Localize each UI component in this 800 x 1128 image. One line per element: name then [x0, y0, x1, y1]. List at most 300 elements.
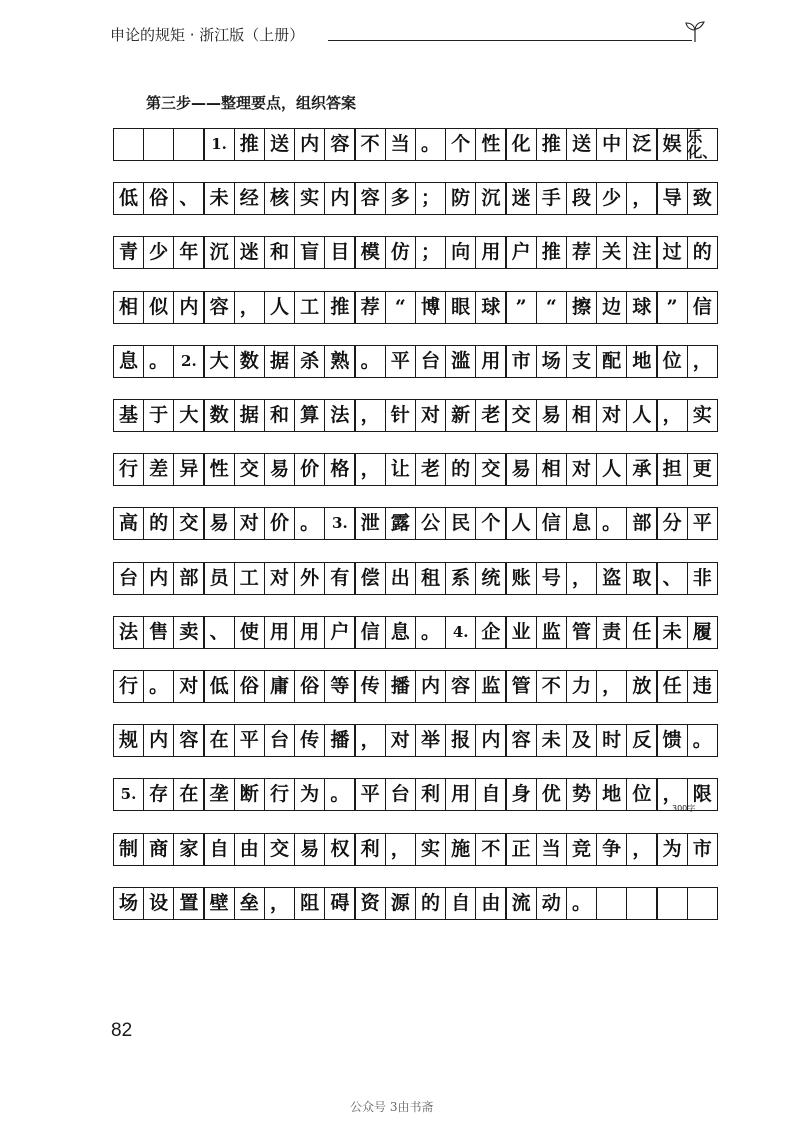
- grid-cell: 推: [234, 128, 265, 161]
- grid-cell: [626, 887, 657, 920]
- grid-cell: 导: [657, 182, 688, 215]
- grid-cell: 配: [596, 345, 627, 378]
- grid-cell: 老: [475, 399, 506, 432]
- grid-cell: 非: [687, 562, 718, 595]
- grid-cell: 。: [355, 345, 386, 378]
- grid-cell: 人: [506, 507, 537, 540]
- grid-cell: 市: [687, 833, 718, 866]
- grid-cell: 交: [475, 453, 506, 486]
- grid-cell: 内: [475, 724, 506, 757]
- grid-cell: 易: [264, 453, 295, 486]
- grid-cell: 自: [204, 833, 235, 866]
- grid-cell: 系: [445, 562, 476, 595]
- grid-cell: 的: [687, 236, 718, 269]
- grid-cell: 容: [355, 182, 386, 215]
- grid-cell: 3.: [324, 507, 355, 540]
- grid-cell: 对: [264, 562, 295, 595]
- grid-cell: 少: [596, 182, 627, 215]
- grid-cell: [173, 128, 204, 161]
- grid-cell: ，: [234, 291, 265, 324]
- grid-cell: 。: [143, 345, 174, 378]
- grid-cell: 违: [687, 670, 718, 703]
- grid-cell: ”: [657, 291, 688, 324]
- grid-cell: 未: [204, 182, 235, 215]
- grid-cell: [113, 128, 144, 161]
- grid-cell: 外: [294, 562, 325, 595]
- grid-cell: 平: [355, 778, 386, 811]
- grid-cell: 年: [173, 236, 204, 269]
- grid-cell: [596, 887, 627, 920]
- grid-cell: 容: [204, 291, 235, 324]
- grid-cell: 盗: [596, 562, 627, 595]
- grid-cell: 算: [294, 399, 325, 432]
- grid-cell: 自: [445, 887, 476, 920]
- grid-cell: 泄: [355, 507, 386, 540]
- grid-cell: 和: [264, 236, 295, 269]
- grid-cell: 、: [173, 182, 204, 215]
- grid-cell: 滥: [445, 345, 476, 378]
- grid-cell: 举: [415, 724, 446, 757]
- grid-cell: 价: [264, 507, 295, 540]
- grid-cell: 5.: [113, 778, 144, 811]
- grid-cell: 监: [536, 616, 567, 649]
- grid-cell: 断: [234, 778, 265, 811]
- grid-cell: 不: [536, 670, 567, 703]
- grid-cell: ，: [626, 182, 657, 215]
- grid-cell: 大: [204, 345, 235, 378]
- step-heading: 第三步——整理要点，组织答案: [146, 94, 357, 112]
- grid-cell: 不: [355, 128, 386, 161]
- grid-cell: 竞: [566, 833, 597, 866]
- grid-cell: 责: [596, 616, 627, 649]
- grid-cell: 位: [657, 345, 688, 378]
- grid-cell: 对: [415, 399, 446, 432]
- grid-cell: 用: [445, 778, 476, 811]
- grid-cell: 易: [204, 507, 235, 540]
- watermark: 公众号 3由书斋: [350, 1100, 434, 1114]
- grid-cell: 的: [143, 507, 174, 540]
- grid-cell: 于: [143, 399, 174, 432]
- grid-cell: 由: [475, 887, 506, 920]
- grid-cell: ，: [657, 778, 688, 811]
- grid-cell: 眼: [445, 291, 476, 324]
- grid-cell: 卖: [173, 616, 204, 649]
- grid-cell: 自: [475, 778, 506, 811]
- grid-cell: 擦: [566, 291, 597, 324]
- grid-cell: 迷: [234, 236, 265, 269]
- grid-cell: 资: [355, 887, 386, 920]
- grid-cell: 内: [415, 670, 446, 703]
- grid-cell: 播: [385, 670, 416, 703]
- grid-cell: 对: [566, 453, 597, 486]
- grid-cell: 数: [234, 345, 265, 378]
- grid-cell: 施: [445, 833, 476, 866]
- grid-cell: 利: [355, 833, 386, 866]
- grid-cell: 推: [536, 128, 567, 161]
- grid-cell: 过: [657, 236, 688, 269]
- grid-cell: 担: [657, 453, 688, 486]
- grid-cell: 售: [143, 616, 174, 649]
- grid-cell: “: [385, 291, 416, 324]
- grid-cell: 由: [234, 833, 265, 866]
- grid-cell: 推: [536, 236, 567, 269]
- grid-cell: 播: [324, 724, 355, 757]
- grid-cell: 员: [204, 562, 235, 595]
- grid-cell: 优: [536, 778, 567, 811]
- grid-cell: 注: [626, 236, 657, 269]
- grid-cell: ，: [687, 345, 718, 378]
- grid-cell: 场: [536, 345, 567, 378]
- grid-cell: 相: [566, 399, 597, 432]
- grid-cell: 沉: [475, 182, 506, 215]
- grid-cell: 1.: [204, 128, 235, 161]
- grid-cell: 号: [536, 562, 567, 595]
- grid-cell: 账: [506, 562, 537, 595]
- grid-cell: 为: [294, 778, 325, 811]
- grid-cell: 公: [415, 507, 446, 540]
- grid-cell: 限: [687, 778, 718, 811]
- grid-cell: 设: [143, 887, 174, 920]
- grid-cell: 交: [506, 399, 537, 432]
- grid-cell: 传: [355, 670, 386, 703]
- grid-cell: 个: [475, 507, 506, 540]
- grid-cell: 让: [385, 453, 416, 486]
- grid-cell: 性: [475, 128, 506, 161]
- grid-cell: ，: [355, 399, 386, 432]
- grid-cell: 部: [173, 562, 204, 595]
- grid-cell: [657, 887, 688, 920]
- grid-cell: 核: [264, 182, 295, 215]
- grid-cell: 内: [324, 182, 355, 215]
- grid-cell: 沉: [204, 236, 235, 269]
- grid-cell: 放: [626, 670, 657, 703]
- grid-cell: 个: [445, 128, 476, 161]
- grid-cell: 大: [173, 399, 204, 432]
- grid-cell: 俗: [234, 670, 265, 703]
- grid-cell: 使: [234, 616, 265, 649]
- grid-cell: 球: [626, 291, 657, 324]
- grid-cell: 未: [536, 724, 567, 757]
- grid-cell: ；: [415, 182, 446, 215]
- grid-cell: 任: [626, 616, 657, 649]
- grid-cell: 老: [415, 453, 446, 486]
- grid-cell: 露: [385, 507, 416, 540]
- grid-cell: 荐: [566, 236, 597, 269]
- grid-cell: 动: [536, 887, 567, 920]
- grid-cell: 源: [385, 887, 416, 920]
- grid-cell: 内: [143, 562, 174, 595]
- grid-cell: 容: [445, 670, 476, 703]
- grid-cell: ，: [264, 887, 295, 920]
- grid-cell: 盲: [294, 236, 325, 269]
- grid-cell: 更: [687, 453, 718, 486]
- grid-cell: 置: [173, 887, 204, 920]
- grid-cell: 荐: [355, 291, 386, 324]
- grid-cell: 基: [113, 399, 144, 432]
- grid-cell: 行: [264, 778, 295, 811]
- grid-cell: 取: [626, 562, 657, 595]
- grid-cell: 反: [626, 724, 657, 757]
- grid-cell: 娱: [657, 128, 688, 161]
- grid-cell: 。: [294, 507, 325, 540]
- grid-cell: 当: [536, 833, 567, 866]
- grid-cell: [143, 128, 174, 161]
- grid-cell: 工: [294, 291, 325, 324]
- grid-cell: 差: [143, 453, 174, 486]
- grid-cell: 息: [113, 345, 144, 378]
- grid-cell: 为: [657, 833, 688, 866]
- grid-cell: 关: [596, 236, 627, 269]
- grid-cell: 杀: [294, 345, 325, 378]
- grid-cell: 法: [324, 399, 355, 432]
- grid-cell: 用: [264, 616, 295, 649]
- grid-cell: 台: [264, 724, 295, 757]
- grid-cell: 易: [536, 399, 567, 432]
- grid-cell: 当: [385, 128, 416, 161]
- grid-cell: 业: [506, 616, 537, 649]
- grid-cell: 多: [385, 182, 416, 215]
- grid-cell: ”: [506, 291, 537, 324]
- grid-cell: 传: [294, 724, 325, 757]
- grid-cell: ，: [355, 724, 386, 757]
- grid-cell: 球: [475, 291, 506, 324]
- grid-cell: 存: [143, 778, 174, 811]
- grid-cell: [687, 887, 718, 920]
- grid-cell: 馈: [657, 724, 688, 757]
- grid-cell: 地: [626, 345, 657, 378]
- grid-cell: 报: [445, 724, 476, 757]
- grid-cell: 化: [506, 128, 537, 161]
- grid-cell: “: [536, 291, 567, 324]
- grid-cell: 规: [113, 724, 144, 757]
- book-title: 申论的规矩 · 浙江版（上册）: [110, 24, 310, 45]
- grid-cell: 段: [566, 182, 597, 215]
- grid-cell: 地: [596, 778, 627, 811]
- grid-cell: 模: [355, 236, 386, 269]
- grid-cell: 平: [234, 724, 265, 757]
- grid-cell: 平: [385, 345, 416, 378]
- grid-cell: 似: [143, 291, 174, 324]
- grid-cell: 交: [264, 833, 295, 866]
- grid-cell: ，: [596, 670, 627, 703]
- grid-cell: 青: [113, 236, 144, 269]
- grid-cell: 时: [596, 724, 627, 757]
- grid-cell: 目: [324, 236, 355, 269]
- grid-cell: ，: [566, 562, 597, 595]
- grid-cell: 用: [475, 345, 506, 378]
- grid-cell: 针: [385, 399, 416, 432]
- grid-cell: 行: [113, 453, 144, 486]
- grid-cell: 正: [506, 833, 537, 866]
- grid-cell: 和: [264, 399, 295, 432]
- grid-cell: 壁: [204, 887, 235, 920]
- grid-cell: 等: [324, 670, 355, 703]
- grid-cell: 异: [173, 453, 204, 486]
- grid-cell: 向: [445, 236, 476, 269]
- grid-cell: 信: [687, 291, 718, 324]
- grid-cell: 商: [143, 833, 174, 866]
- grid-cell: 送: [264, 128, 295, 161]
- grid-cell: 法: [113, 616, 144, 649]
- grid-cell: 偿: [355, 562, 386, 595]
- grid-cell: 场: [113, 887, 144, 920]
- page-number: 82: [111, 1020, 133, 1041]
- grid-cell: 据: [234, 399, 265, 432]
- grid-cell: 租: [415, 562, 446, 595]
- grid-cell: 据: [264, 345, 295, 378]
- grid-cell: ，: [385, 833, 416, 866]
- grid-cell: 容: [324, 128, 355, 161]
- grid-cell: 乐化、: [687, 127, 718, 161]
- word-count-marker: 300字: [672, 804, 696, 813]
- grid-cell: 。: [566, 887, 597, 920]
- grid-cell: 工: [234, 562, 265, 595]
- grid-cell: 仿: [385, 236, 416, 269]
- grid-cell: 对: [173, 670, 204, 703]
- grid-cell: 俗: [294, 670, 325, 703]
- grid-cell: 势: [566, 778, 597, 811]
- grid-cell: 民: [445, 507, 476, 540]
- grid-cell: 企: [475, 616, 506, 649]
- grid-cell: 。: [143, 670, 174, 703]
- grid-cell: 相: [113, 291, 144, 324]
- grid-cell: 垒: [234, 887, 265, 920]
- grid-cell: ，: [657, 399, 688, 432]
- grid-cell: 致: [687, 182, 718, 215]
- grid-cell: 交: [173, 507, 204, 540]
- grid-cell: 、: [204, 616, 235, 649]
- grid-cell: 边: [596, 291, 627, 324]
- grid-cell: 内: [294, 128, 325, 161]
- grid-cell: 内: [143, 724, 174, 757]
- grid-cell: 利: [415, 778, 446, 811]
- grid-cell: 在: [173, 778, 204, 811]
- grid-cell: 台: [415, 345, 446, 378]
- grid-cell: 制: [113, 833, 144, 866]
- grid-cell: 人: [626, 399, 657, 432]
- grid-cell: 俗: [143, 182, 174, 215]
- grid-cell: 经: [234, 182, 265, 215]
- grid-cell: 有: [324, 562, 355, 595]
- grid-cell: 熟: [324, 345, 355, 378]
- grid-cell: 不: [475, 833, 506, 866]
- grid-cell: 送: [566, 128, 597, 161]
- grid-cell: 推: [324, 291, 355, 324]
- grid-cell: 户: [506, 236, 537, 269]
- grid-cell: 台: [385, 778, 416, 811]
- grid-cell: 垄: [204, 778, 235, 811]
- grid-cell: 少: [143, 236, 174, 269]
- grid-cell: 庸: [264, 670, 295, 703]
- grid-cell: 息: [385, 616, 416, 649]
- grid-cell: 新: [445, 399, 476, 432]
- grid-cell: 手: [536, 182, 567, 215]
- grid-cell: 。: [687, 724, 718, 757]
- grid-cell: 低: [113, 182, 144, 215]
- grid-cell: 用: [294, 616, 325, 649]
- grid-cell: ，: [626, 833, 657, 866]
- grid-cell: 。: [415, 616, 446, 649]
- grid-cell: 防: [445, 182, 476, 215]
- grid-cell: 息: [566, 507, 597, 540]
- grid-cell: 监: [475, 670, 506, 703]
- grid-cell: 泛: [626, 128, 657, 161]
- grid-cell: 人: [596, 453, 627, 486]
- grid-cell: 信: [536, 507, 567, 540]
- grid-cell: 中: [596, 128, 627, 161]
- grid-cell: 数: [204, 399, 235, 432]
- grid-cell: 对: [385, 724, 416, 757]
- grid-cell: 性: [204, 453, 235, 486]
- grid-cell: 。: [596, 507, 627, 540]
- grid-cell: 实: [687, 399, 718, 432]
- grid-cell: 高: [113, 507, 144, 540]
- grid-cell: 的: [415, 887, 446, 920]
- grid-cell: 分: [657, 507, 688, 540]
- grid-cell: 身: [506, 778, 537, 811]
- grid-cell: 权: [324, 833, 355, 866]
- grid-cell: 履: [687, 616, 718, 649]
- grid-cell: 相: [536, 453, 567, 486]
- grid-cell: 对: [596, 399, 627, 432]
- grid-cell: 价: [294, 453, 325, 486]
- grid-cell: 任: [657, 670, 688, 703]
- grid-cell: 户: [324, 616, 355, 649]
- grid-cell: ；: [415, 236, 446, 269]
- grid-cell: 流: [506, 887, 537, 920]
- grid-cell: 市: [506, 345, 537, 378]
- grid-cell: 实: [294, 182, 325, 215]
- grid-cell: 、: [657, 562, 688, 595]
- grid-cell: 4.: [445, 616, 476, 649]
- grid-cell: 容: [173, 724, 204, 757]
- grid-cell: 力: [566, 670, 597, 703]
- grid-cell: 碍: [324, 887, 355, 920]
- grid-cell: 阻: [294, 887, 325, 920]
- grid-cell: 出: [385, 562, 416, 595]
- grid-cell: 人: [264, 291, 295, 324]
- grid-cell: ，: [355, 453, 386, 486]
- grid-cell: 交: [234, 453, 265, 486]
- grid-cell: 信: [355, 616, 386, 649]
- grid-cell: 位: [626, 778, 657, 811]
- grid-cell: 家: [173, 833, 204, 866]
- grid-cell: 及: [566, 724, 597, 757]
- grid-cell: 在: [204, 724, 235, 757]
- grid-cell: 承: [626, 453, 657, 486]
- grid-cell: 低: [204, 670, 235, 703]
- grid-cell: 台: [113, 562, 144, 595]
- grid-cell: 容: [506, 724, 537, 757]
- grid-cell: 用: [475, 236, 506, 269]
- grid-cell: 支: [566, 345, 597, 378]
- grid-cell: 对: [234, 507, 265, 540]
- grid-cell: 内: [173, 291, 204, 324]
- grid-cell: 博: [415, 291, 446, 324]
- grid-cell: 部: [626, 507, 657, 540]
- grid-cell: 迷: [506, 182, 537, 215]
- grid-cell: 的: [445, 453, 476, 486]
- grid-cell: 易: [294, 833, 325, 866]
- grid-cell: 格: [324, 453, 355, 486]
- grid-cell: 。: [324, 778, 355, 811]
- grid-cell: 实: [415, 833, 446, 866]
- grid-cell: 管: [506, 670, 537, 703]
- grid-cell: 管: [566, 616, 597, 649]
- grid-cell: 争: [596, 833, 627, 866]
- grid-cell: 平: [687, 507, 718, 540]
- grid-cell: 。: [415, 128, 446, 161]
